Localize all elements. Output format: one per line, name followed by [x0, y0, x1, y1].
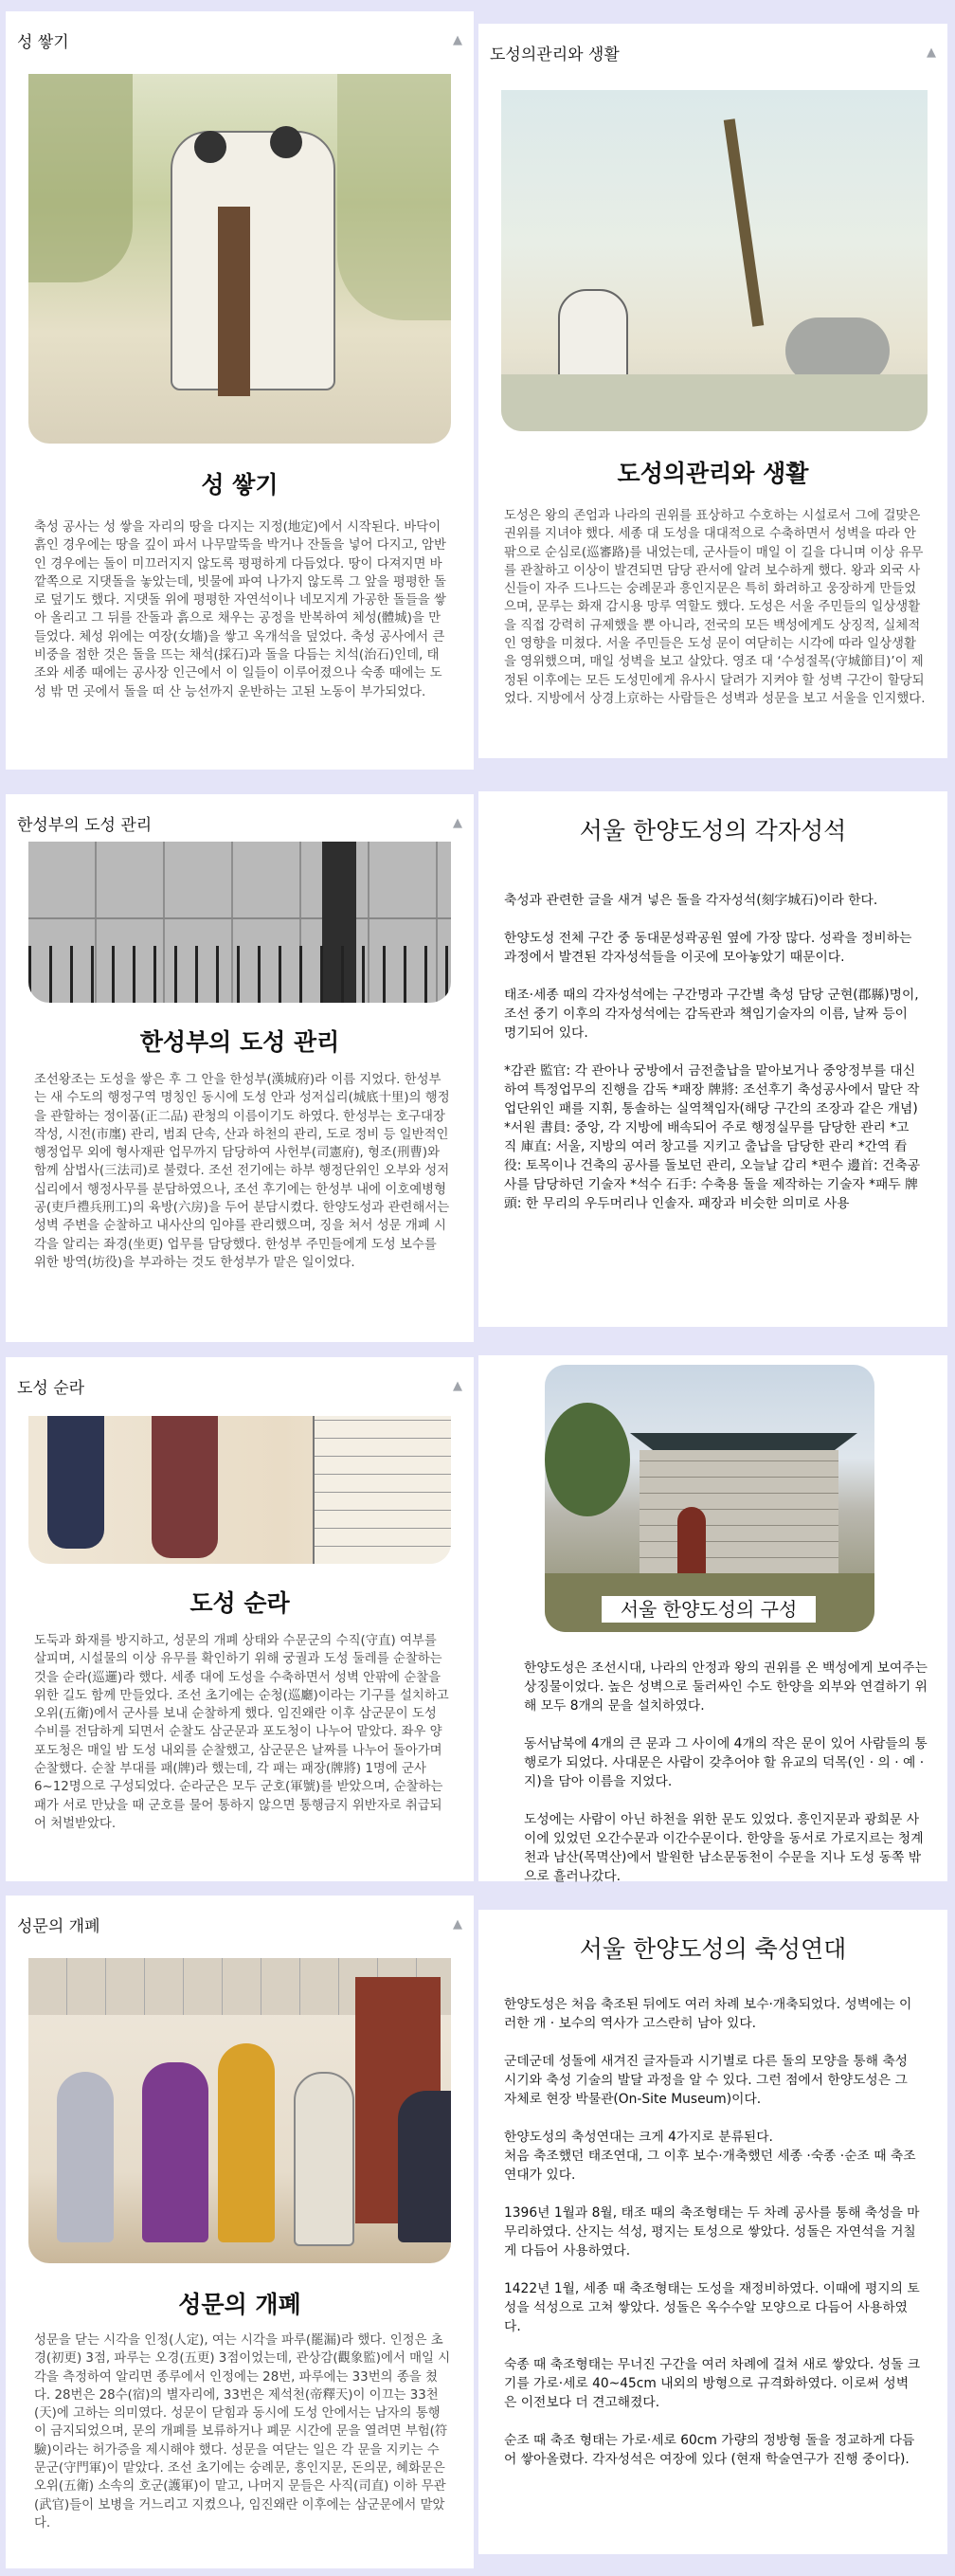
paragraph: 도성에는 사람이 아닌 하천을 위한 문도 있었다. 흥인지문과 광희문 사이에 있었던 오간수문과 이간수문이다. 한양을 동서로 가로지르는 청계천과 남산(목멱산)에서 발원한 남소문동천이 수문을 지나 도성 동쪽 밖으로 흘러나갔다. — [524, 1812, 924, 1884]
card-header-title: 한성부의 도성 관리 — [17, 815, 153, 835]
illustration-image — [28, 74, 451, 444]
card-inscribed-stones — [478, 791, 947, 1327]
card-construction-eras — [478, 1910, 947, 2554]
paragraph: 군데군데 성돌에 새겨진 글자들과 시기별로 다른 돌의 모양을 통해 축성 시기와 축성 기술의 발달 과정을 알 수 있다. 그런 점에서 한양도성은 그 자체로 현장 박물관(On-Site Museum)이다. — [504, 2054, 908, 2107]
card-header[interactable] — [490, 24, 936, 81]
paragraph: 태조·세종 때의 각자성석에는 구간명과 구간별 축성 담당 군현(郡縣)명이, 조선 중기 이후의 각자성석에는 감독관과 책임기술자의 이름, 날짜 등이 명기되어 있다. — [504, 988, 919, 1041]
card-title: 서울 한양도성의 축성연대 — [579, 1935, 847, 1963]
card-body-text: 도성은 왕의 존엄과 나라의 권위를 표상하고 수호하는 시설로서 그에 걸맞은 권위를 지녀야 했다. 세종 대 도성을 대대적으로 수축하면서 성벽을 따라 안팎으로 순심로(巡審路)를 내었는데, 군사들이 매일 이 길을 다니며 이상 유무를 관찰하고 이상이 발견되면 담당 관서에 알려 보수하게 했다. 왕과 외국 사신들이 자주 드나드는 숭례문과 흥인지문은 특히 화려하고 웅장하게 만들었으며, 문루는 화재 감시용 망루 역할도 했다. 도성은 서울 주민들의 일상생활을 직접 강력히 규제했을 뿐 아니라, 전국의 모든 백성에게도 상징적, 실체적인 영향을 미쳤다. 서울 주민들은 도성 문이 여닫히는 시각에 따라 일상생활을 영위했으며, 매일 성벽을 보고 살았다. 영조 대 ‘수성절목(守城節目)’이 제정된 이후에는 모든 도성민에게 유사시 달려가 지켜야 할 성벽 구간이 할당되었다. 지방에서 상경上京하는 사람들은 성벽과 성문을 보고 서울을 인지했다. — [504, 509, 926, 706]
card-title: 도성 순라 — [189, 1589, 290, 1617]
card-body-text: 도둑과 화재를 방지하고, 성문의 개폐 상태와 수문군의 수직(守直) 여부를 살피며, 시설물의 이상 유무를 확인하기 위해 궁궐과 도성 둘레를 순찰하는 것을 순라(巡邏)라 했다. 세종 대에 도성을 수축하면서 성벽 안팎에 순찰을 위한 길도 함께 만들었다. 조선 초기에는 순청(巡廳)이라는 기구를 설치하고 오위(五衛)에서 군사를 보내 순찰하게 했다. 임진왜란 이후 삼군문이 도성 수비를 전담하게 되면서 순찰도 삼군문과 포도청이 나누어 맡았다. 좌우 양 포도청은 매일 밤 도성 내외를 순찰했고, 삼군문은 날짜를 나누어 돌아가며 순찰했다. 순찰 부대를 패(牌)라 했는데, 각 패는 패장(牌將) 1명에 군사 6~12명으로 구성되었다. 순라군은 모두 군호(軍號)를 받았으며, 순찰하는 패가 서로 만났을 때 군호를 물어 통하지 않으면 통행금지 위반자로 취급되어 처벌받았다. — [34, 1634, 449, 1831]
card-body-text: 축성 공사는 성 쌓을 자리의 땅을 다지는 지정(地定)에서 시작된다. 바닥이 흙인 경우에는 땅을 깊이 파서 나무말뚝을 박거나 잔돌을 넣어 다지고, 암반인 경우에는 돌이 미끄러지지 않도록 평평하게 다듬었다. 땅이 다져지면 바깥쪽으로 지댓돌을 놓았는데, 빗물에 파여 나가지 않도록 그 앞을 평평한 돌로 덮기도 했다. 지댓돌 위에 평평한 자연석이나 네모지게 가공한 돌들을 쌓아 올리고 그 뒤를 잔돌과 흙으로 채우는 공정을 반복하여 체성(體城)을 만들었다. 체성 위에는 여장(女墻)을 쌓고 옥개석을 덮었다. 축성 공사에서 큰 비중을 점한 것은 돌을 뜨는 채석(採石)과 돌을 다듬는 치석(治石)인데, 태조와 세종 때에는 공사장 인근에서 이 일들이 이루어졌으나 숙종 때에는 도성 밖 먼 곳에서 돌을 떠 산 능선까지 운반하는 고된 노동이 부가되었다. — [34, 520, 446, 699]
illustration-image — [28, 1958, 451, 2263]
collapse-toggle-icon[interactable]: ▲ — [927, 45, 936, 60]
card-header[interactable] — [17, 11, 462, 68]
card-body-text: 조선왕조는 도성을 쌓은 후 그 안을 한성부(漢城府)라 이름 지었다. 한성부는 새 수도의 행정구역 명칭인 동시에 도성 안과 성저십리(城底十里)의 행정을 관할하는 정이품(正二品) 관청의 이름이기도 하였다. 한성부는 호구대장 작성, 시전(市廛) 관리, 범죄 단속, 산과 하천의 관리, 도로 정비 등 일반적인 행정업무 외에 형사재판 업무까지 담당하여 사헌부(司憲府), 형조(刑曹)와 함께 삼법사(三法司)로 불렸다. 조선 전기에는 하부 행정단위인 오부와 성저십리에서 행정사무를 분담하였으나, 조선 후기에는 한성부 내에 이호예병형공(吏戶禮兵刑工)의 육방(六房)을 두어 분담시켰다. 한양도성과 관련해서는 성벽 주변을 순찰하고 내사산의 임야를 관리했으며, 징을 쳐서 성문 개폐 시각을 알리는 좌경(坐更) 업무를 담당했다. 한성부 주민들에게 도성 보수를 위한 방역(坊役)을 부과하는 것도 한성부가 맡은 일이었다. — [34, 1073, 450, 1270]
collapse-toggle-icon[interactable]: ▲ — [453, 1916, 462, 1932]
collapse-toggle-icon[interactable]: ▲ — [453, 32, 462, 47]
card-body-text: 성문을 닫는 시각을 인정(人定), 여는 시각을 파루(罷漏)라 했다. 인정은 초경(初更) 3점, 파루는 오경(五更) 3점이었는데, 관상감(觀象監)에서 매일 시각을 측정하여 알리면 종루에서 인정에는 28번, 파루에는 33번의 종을 쳤다. 28번은 28수(宿)의 별자리에, 33번은 제석천(帝釋天)이 이끄는 33천(天)에 고하는 의미였다. 성문이 닫힘과 동시에 도성 안에서는 남자의 통행이 금지되었으며, 문의 개폐를 보류하거나 폐문 시간에 문을 열려면 부험(符驗)이라는 허가증을 제시해야 했다. 성문을 여닫는 일은 각 문을 지키는 수문군(守門軍)이 맡았다. 조선 초기에는 숭례문, 흥인지문, 돈의문, 혜화문은 오위(五衛) 소속의 호군(護軍)이 맡고, 나머지 문들은 사직(司直) 이하 무관(武官)들이 보병을 거느리고 지켰으나, 임진왜란 이후에는 삼군문에서 맡았다. — [34, 2333, 451, 2531]
card-hanseongbu — [6, 794, 474, 1342]
card-building-walls — [6, 11, 474, 770]
illustration-image — [28, 1416, 451, 1564]
card-body-text — [524, 1659, 931, 1905]
card-body-text — [504, 1995, 921, 2488]
card-title: 한성부의 도성 관리 — [139, 1028, 340, 1056]
card-header-title: 성 쌓기 — [17, 32, 69, 52]
card-header[interactable] — [17, 1896, 462, 1952]
paragraph-sunjo: 순조 때 축조 형태는 가로·세로 60cm 가량의 정방형 돌을 정교하게 다듬어 쌓아올렸다. 각자성석은 여장에 있다 (현재 학술연구가 진행 중이다). — [504, 2433, 915, 2467]
collapse-toggle-icon[interactable]: ▲ — [453, 815, 462, 830]
paragraph: 한양도성은 처음 축조된 뒤에도 여러 차례 보수·개축되었다. 성벽에는 이러한 개 · 보수의 역사가 고스란히 남아 있다. — [504, 1997, 912, 2031]
card-composition — [478, 1355, 947, 1884]
card-management-and-life — [478, 24, 947, 758]
card-header-title: 도성 순라 — [17, 1378, 85, 1398]
paragraph: 한양도성의 축성연대는 크게 4가지로 분류된다. 처음 축조했던 태조연대, 그 이후 보수·개축했던 세종 ·숙종 ·순조 때 축조 연대가 있다. — [504, 2130, 916, 2183]
fortress-gate-photo — [545, 1365, 874, 1632]
card-gate-opening — [6, 1896, 474, 2568]
paragraph-sejong: 1422년 1월, 세종 때 축조형태는 도성을 재정비하였다. 이때에 평지의 토성을 석성으로 고쳐 쌓았다. 성돌은 옥수수알 모양으로 다듬어 사용하였다. — [504, 2281, 920, 2334]
card-header-title: 성문의 개폐 — [17, 1916, 100, 1936]
paragraph: 축성과 관련한 글을 새겨 넣은 돌을 각자성석(刻字城石)이라 한다. — [504, 893, 878, 908]
glossary-paragraph: *감관 監官: 각 관아나 궁방에서 금전출납을 맡아보거나 중앙정부를 대신하여 특정업무의 진행을 감독 *패장 牌將: 조선후기 축성공사에서 말단 작업단위인 패를 지휘, 통솔하는 실역책임자(해당 구간의 조장과 같은 개념) *서원 書員: 중앙, 각 지방에 배속되어 주로 행정실무를 담당한 관리 *고직 庫直: 서울, 지방의 여러 창고를 지키고 출납을 담당한 관리 *간역 看役: 토목이나 건축의 공사를 돌보던 관리, 오늘날 감리 *편수 邊首: 건축공사를 담당하던 기술자 *석수 石手: 수축용 돌을 제작하는 기술자 *패두 牌頭: 한 무리의 우두머리나 인솔자. 패장과 비슷한 의미로 사용 — [504, 1063, 921, 1211]
card-header-title: 도성의관리와 생활 — [490, 45, 620, 64]
card-patrol — [6, 1357, 474, 1881]
paragraph-sukjong: 숙종 때 축조형태는 무너진 구간을 여러 차례에 걸쳐 새로 쌓았다. 성돌 크기를 가로·세로 40~45cm 내외의 방형으로 규격화하였다. 이로써 성벽은 이전보다 더 견고해졌다. — [504, 2357, 921, 2410]
paragraph: 한양도성 전체 구간 중 동대문성곽공원 옆에 가장 많다. 성곽을 정비하는 과정에서 발견된 각자성석들을 이곳에 모아놓았기 때문이다. — [504, 931, 912, 965]
card-header[interactable] — [17, 1357, 462, 1414]
paragraph: 한양도성은 조선시대, 나라의 안정과 왕의 권위를 온 백성에게 보여주는 상징물이었다. 높은 성벽으로 둘러싸인 수도 한양을 외부와 연결하기 위해 모두 8개의 문을 설치하였다. — [524, 1660, 928, 1714]
card-title: 서울 한양도성의 각자성석 — [579, 817, 847, 844]
illustration-image — [501, 90, 928, 431]
collapse-toggle-icon[interactable]: ▲ — [453, 1378, 462, 1393]
card-title: 성문의 개폐 — [178, 2291, 301, 2318]
wall-photo — [28, 842, 451, 1003]
paragraph: 동서남북에 4개의 큰 문과 그 사이에 4개의 작은 문이 있어 사람들의 통행로가 되었다. 사대문은 사람이 갖추어야 할 유교의 덕목(인 · 의 · 예 · 지)을 담아 이름을 지었다. — [524, 1736, 928, 1789]
card-title: 성 쌓기 — [201, 471, 279, 499]
card-body-text — [504, 891, 921, 1232]
image-caption: 서울 한양도성의 구성 — [602, 1596, 816, 1623]
card-title: 도성의관리와 생활 — [617, 460, 809, 487]
paragraph-taejo: 1396년 1월과 8월, 태조 때의 축조형태는 두 차례 공사를 통해 축성을 마무리하였다. 산지는 석성, 평지는 토성으로 쌓았다. 성돌은 자연석을 거칠게 다듬어 사용하였다. — [504, 2205, 920, 2259]
